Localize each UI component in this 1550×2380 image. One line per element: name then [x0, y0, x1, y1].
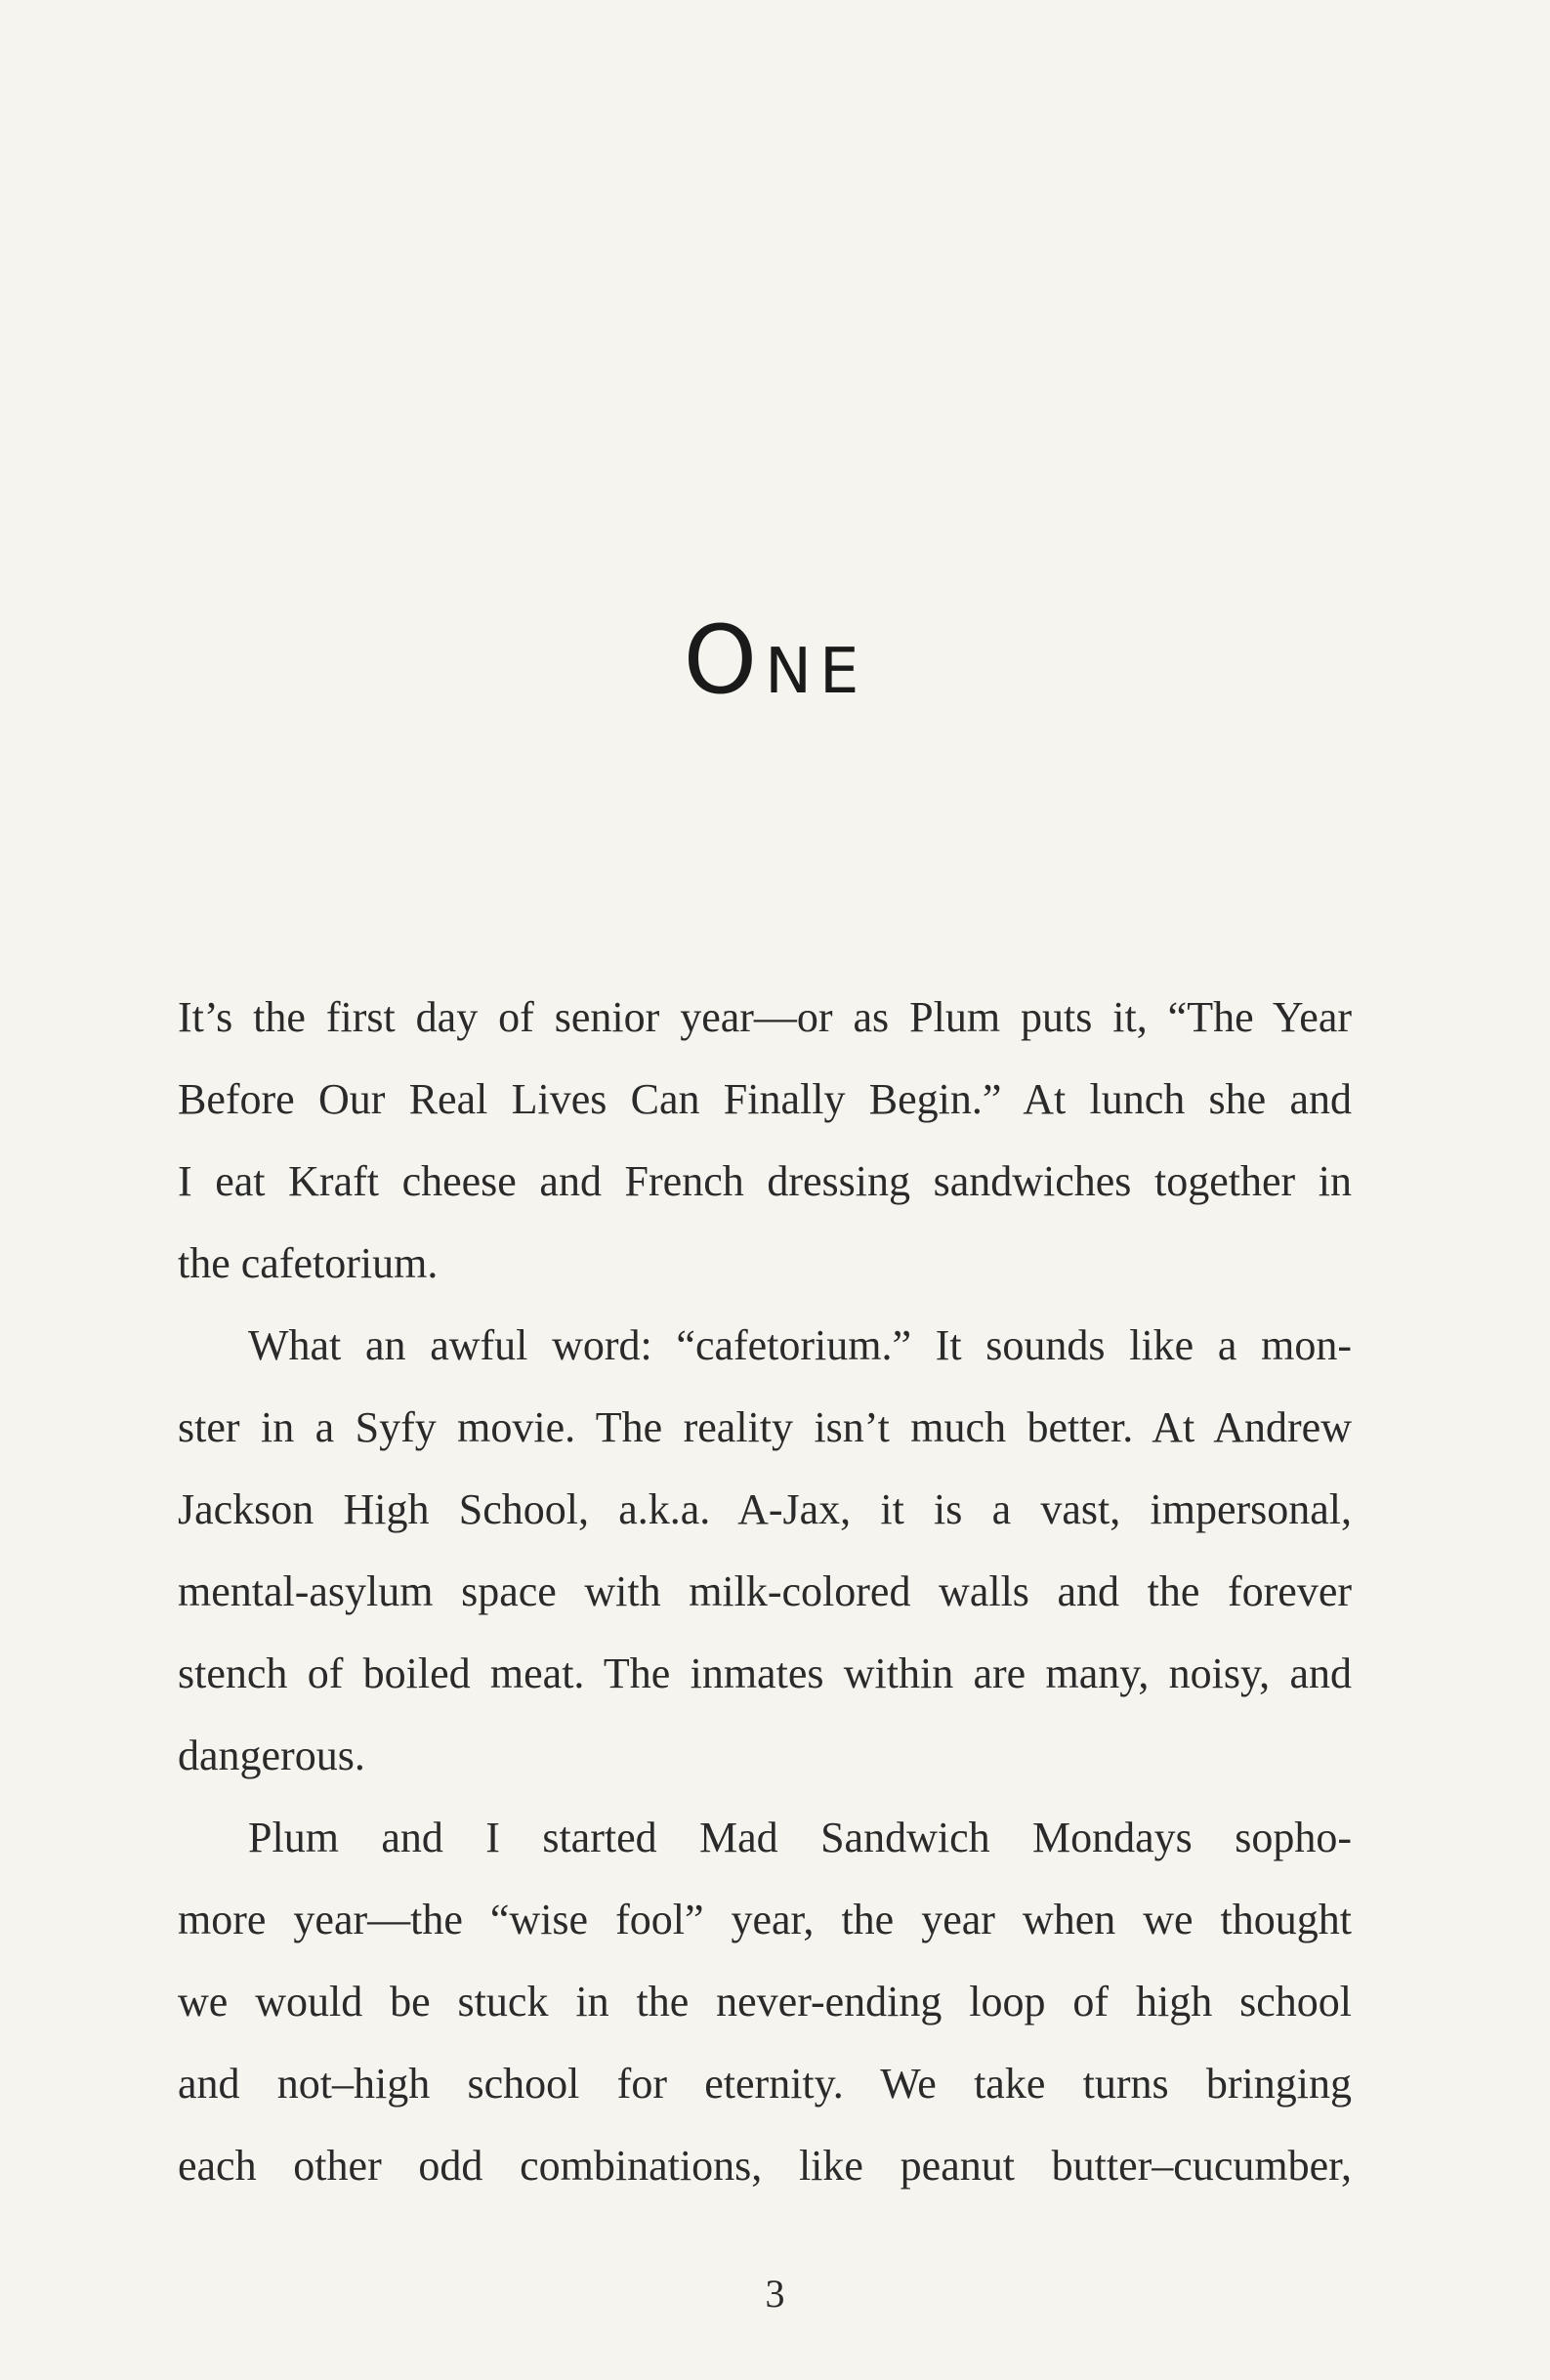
page-number: 3 [765, 2272, 785, 2316]
text-line: I eat Kraft cheese and French dressing sandwiches together in [178, 1157, 1352, 1205]
text-line: dangerous. [178, 1732, 365, 1779]
text-line: mental-asylum space with milk-colored walls and the forever [178, 1567, 1352, 1615]
text-line: we would be stuck in the never-ending loop of high school [178, 1978, 1352, 2025]
text-line: each other odd combinations, like peanut butter–cucumber, [178, 2142, 1352, 2190]
text-line: Plum and I started Mad Sandwich Mondays sopho- [248, 1814, 1352, 1861]
text-line: stench of boiled meat. The inmates within are many, noisy, and [178, 1649, 1352, 1697]
text-line: ster in a Syfy movie. The reality isn’t much better. At Andrew [178, 1403, 1352, 1451]
chapter-title-initial: O [683, 605, 766, 715]
text-line: more year—the “wise fool” year, the year when we thought [178, 1896, 1352, 1943]
text-line: Before Our Real Lives Can Finally Begin.” At lunch she and [178, 1075, 1352, 1123]
text-line: and not–high school for eternity. We take turns bringing [178, 2060, 1352, 2108]
text-line: What an awful word: “cafetorium.” It sounds like a mon- [248, 1321, 1352, 1369]
text-line: Jackson High School, a.k.a. A-Jax, it is a vast, impersonal, [178, 1485, 1352, 1533]
chapter-title [0, 605, 1550, 715]
chapter-title-rest: NE [765, 636, 867, 708]
text-line: the cafetorium. [178, 1239, 439, 1287]
text-line: It’s the first day of senior year—or as Plum puts it, “The Year [178, 993, 1352, 1041]
body-text [178, 977, 1352, 2207]
